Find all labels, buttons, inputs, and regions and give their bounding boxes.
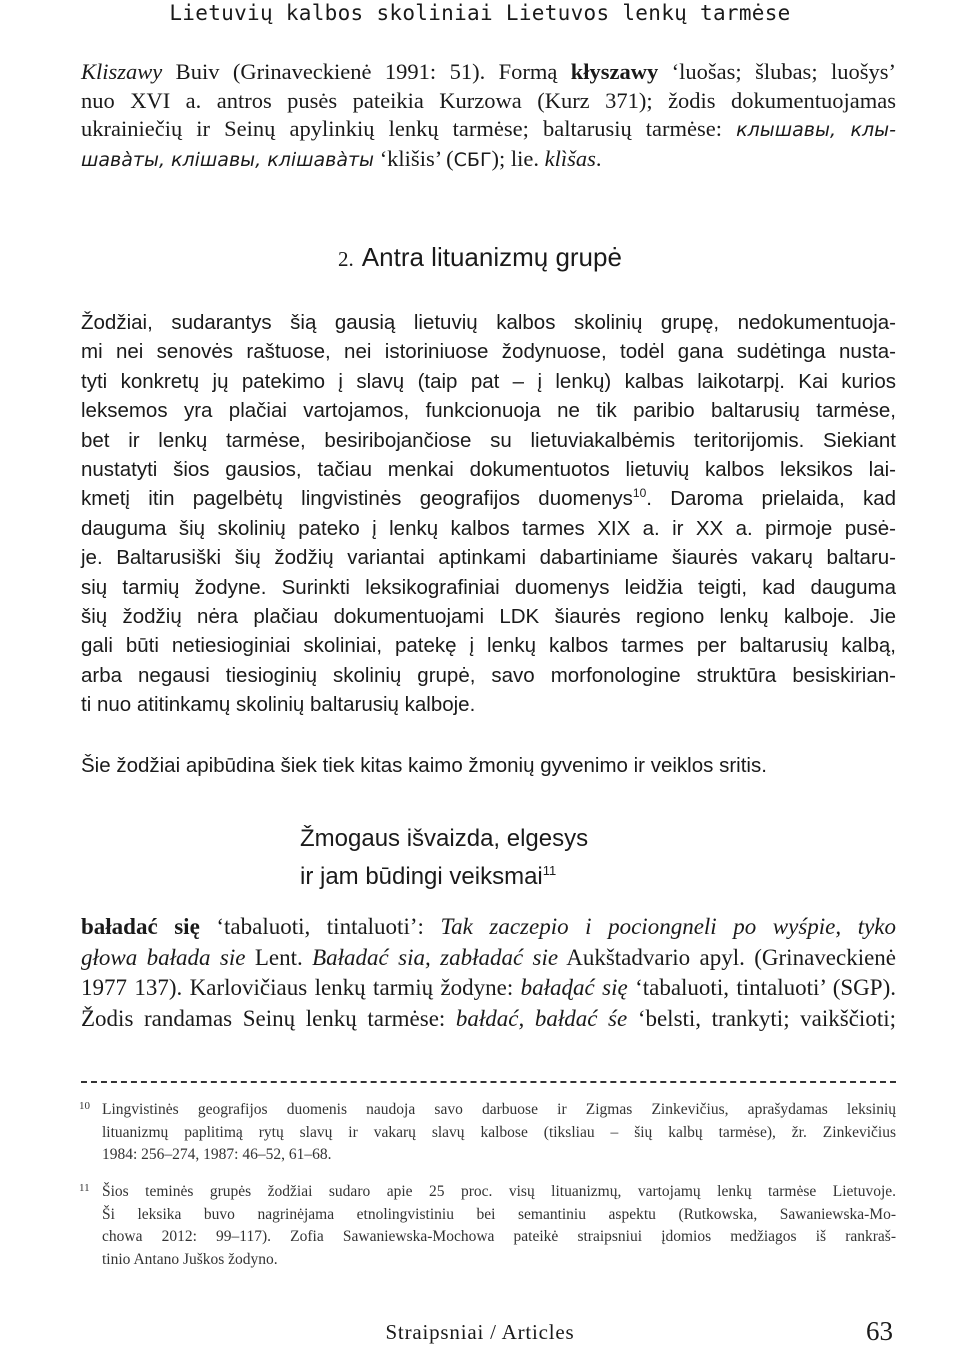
text-line bbox=[81, 912, 896, 943]
text-line: dauguma šių skolinių pateko į lenkų kalbos tarmes XIX a. ir XX a. pirmoje pusė- bbox=[81, 516, 896, 540]
heading-text: Antra lituanizmų grupė bbox=[361, 242, 622, 272]
text-line: šių žodžių nėra plačiau dokumentuojami LDK šiaurės regiono lenkų kalboje. Jie bbox=[81, 605, 896, 629]
italic-word: klìšas bbox=[544, 145, 596, 171]
text-line: nuo XVI a. antros pusės pateikia Kurzowa (Kurz 371); žodis dokumentuojamas bbox=[81, 87, 896, 113]
cyrillic-word: шавàты, клішавы, клішавàты bbox=[81, 148, 375, 171]
italic-quote: Baładać sia, zabładać sie bbox=[312, 944, 559, 970]
text-line: mi nei senovės raštuose, nei istoriniuose žodynuose, todėl gana sudėtinga nusta- bbox=[81, 340, 896, 364]
text-line: Lingvistinės geografijos duomenis naudoja savo darbuose ir Zigmas Zinkevičius, aprašydamas leksinių bbox=[102, 1101, 896, 1118]
footnote-ref-11[interactable]: 11 bbox=[542, 863, 557, 878]
footnote-mark: 10 bbox=[79, 1100, 90, 1112]
text-line: chowa 2012: 99–117). Zofia Sawaniewska-Mochowa pateikė straipsniui įdomios medžiagos iš rankraš- bbox=[102, 1228, 896, 1245]
subsection-title-line bbox=[300, 855, 588, 893]
italic-word: Kliszawy bbox=[81, 59, 163, 84]
italic-quote: bałaɖać się bbox=[520, 975, 628, 1000]
footnote-ref-10[interactable]: 10 bbox=[632, 486, 647, 501]
text-line: arba negausi tiesioginių skolinių grupė, savo morfonologine struktūra besiskirian- bbox=[81, 663, 896, 687]
footnote-mark: 11 bbox=[79, 1182, 90, 1194]
text-run: ‘tabaluoti, tintaluoti’ (SGP). bbox=[627, 975, 896, 1000]
italic-quote: Tak zaczepio i pociongneli po wyśpie, tyko bbox=[440, 914, 897, 939]
text-line: ti nuo atitinkamų skolinių baltarusių kalboje. bbox=[81, 693, 476, 717]
text-run: ‘luošas; šlubas; luošys’ bbox=[658, 59, 896, 84]
text-line: sių tarmių žodyne. Surinkti leksikografiniai duomenys leidžia teigti, kad dauguma bbox=[81, 575, 896, 599]
text-line: Šios teminės grupės žodžiai sudaro apie 25 proc. visų lituanizmų, vartojamų lenkų tarmėse Lietuvoje. bbox=[102, 1183, 896, 1200]
footnote-separator bbox=[81, 1081, 896, 1085]
text-line: Ši leksika buvo nagrinėjama etnolingvistiniu bei semantiniu aspektu (Rutkowska, Sawaniewska-Mo- bbox=[102, 1205, 896, 1223]
headword: baładać się bbox=[81, 914, 200, 939]
text-line bbox=[81, 973, 896, 1004]
cyrillic-word: клышавы, клы- bbox=[736, 119, 896, 141]
running-head: Lietuvių kalbos skoliniai Lietuvos lenkų tarmėse bbox=[169, 1, 791, 25]
text-line: Šie žodžiai apibūdina šiek tiek kitas kaimo žmonių gyvenimo ir veiklos sritis. bbox=[81, 754, 767, 777]
text-run: ‘tabaluoti, tintaluoti’: bbox=[199, 914, 441, 939]
text-line: tinio Antano Juškos žodyno. bbox=[102, 1250, 278, 1268]
text-run: kmetį itin pagelbėtų lingvistinės geografijos duomenys bbox=[81, 487, 633, 511]
subsection-title bbox=[300, 823, 588, 893]
page-footer bbox=[0, 1318, 960, 1348]
text-line: Žodžiai, sudarantys šią gausią lietuvių kalbos skolinių grupę, nedokumentuoja- bbox=[81, 311, 896, 334]
text-line: gali būti netiesioginiai skoliniai, patekę į lenkų kalbos tarmes per baltarusių kalbą, bbox=[81, 634, 896, 658]
page-number: 63 bbox=[866, 1316, 893, 1346]
text-run: Aukštadvario apyl. (Grinaveckienė bbox=[558, 944, 897, 970]
cyrillic-abbrev: СБГ bbox=[453, 148, 492, 171]
text-line: lituanizmų paplitimą rytų slavų ir vakarų slavų kalbose (tiksliau – šių kalbų tarmėse), žr. Zinkevičius bbox=[102, 1123, 896, 1141]
text-line: nustatyti šios gausios, tačiau menkai dokumentuotos lietuvių kalbos leksikos lai- bbox=[81, 458, 896, 482]
text-run: Žodis randamas Seinų lenkų tarmėse: bbox=[81, 1005, 456, 1031]
text-run: . Daroma prielaida, kad bbox=[646, 487, 897, 511]
text-run: ‘klišis’ ( bbox=[374, 145, 454, 171]
text-run: Buiv (Grinaveckienė 1991: 51). Formą bbox=[162, 59, 571, 84]
footnote-11 bbox=[81, 1181, 896, 1271]
text-line bbox=[81, 115, 896, 145]
paragraph-intro bbox=[81, 58, 896, 174]
subsection-title-line: Žmogaus išvaizda, elgesys bbox=[300, 825, 589, 852]
heading-number: 2. bbox=[338, 247, 354, 271]
text-run: Lent. bbox=[245, 944, 313, 970]
text-line bbox=[81, 943, 896, 974]
section-heading-2 bbox=[0, 242, 960, 273]
text-run: 1977 137). Karlovičiaus lenkų tarmių žodyne: bbox=[81, 975, 521, 1000]
text-line: je. Baltarusiški šių žodžių variantai aptinkami dabartiniame šiaurės vakarų baltaru- bbox=[81, 546, 896, 570]
text-line bbox=[81, 1004, 896, 1035]
dictionary-entry bbox=[81, 912, 896, 1034]
footer-section-label: Straipsniai / Articles bbox=[385, 1320, 575, 1344]
paragraph-main bbox=[81, 308, 896, 720]
text-run: ukrainiečių ir Seinų apylinkių lenkų tarmėse; baltarusių tarmėse: bbox=[81, 116, 737, 141]
bold-word: kłyszawy bbox=[570, 59, 659, 84]
paragraph-short bbox=[81, 751, 896, 780]
text-run: . bbox=[595, 145, 602, 171]
italic-quote: bałdać, bałdać śe bbox=[455, 1005, 628, 1031]
italic-quote: głowa bałada sie bbox=[81, 944, 246, 970]
footnote-10 bbox=[81, 1099, 896, 1167]
text-run: ); lie. bbox=[491, 145, 545, 171]
text-line bbox=[81, 58, 896, 87]
text-line: leksemos yra plačiai vartojamos, funkcionuoja ne tik paribio baltarusių tarmėse, bbox=[81, 399, 896, 423]
text-run: ir jam būdingi veiksmai bbox=[300, 863, 543, 890]
text-line: tyti konkretų jų patekimo į slavų (taip pat – į lenkų) kalbas laikotarpį. Kai kurios bbox=[81, 369, 896, 393]
text-run: ‘belsti, trankyti; vaikščioti; bbox=[627, 1005, 896, 1031]
text-line: 1984: 256–274, 1987: 46–52, 61–68. bbox=[102, 1146, 332, 1163]
text-line: bet ir lenkų tarmėse, besiribojančiose su lietuviakalbėmis teritorijomis. Siekiant bbox=[81, 428, 896, 452]
text-line bbox=[81, 145, 896, 175]
text-line bbox=[81, 484, 896, 513]
